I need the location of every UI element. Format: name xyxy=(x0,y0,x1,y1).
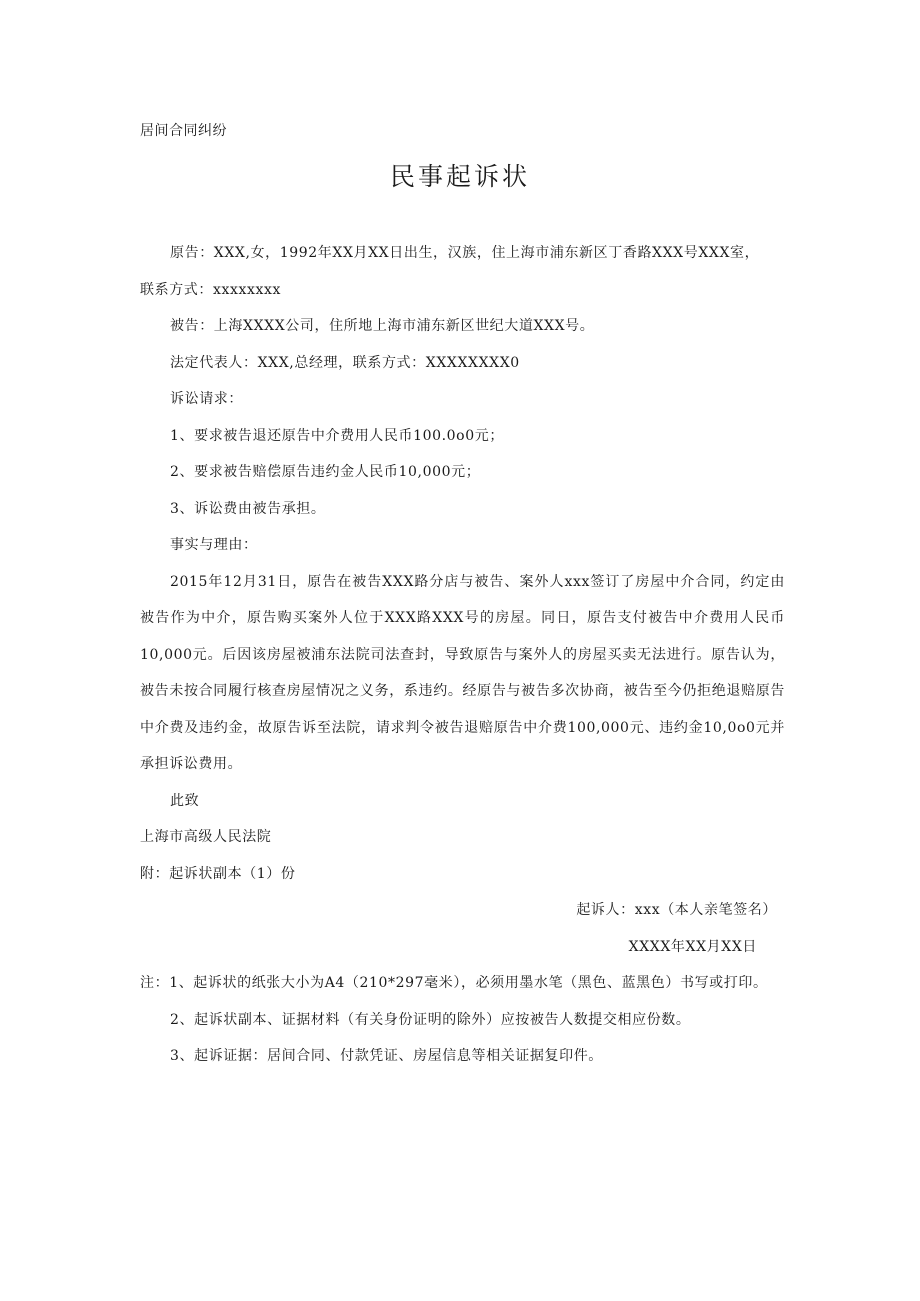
plaintiff-info xyxy=(140,235,785,272)
legal-representative: 法定代表人：XXX,总经理，联系方式：XXXXXXXX0 xyxy=(170,354,520,371)
note-item: 2、起诉状副本、证据材料（有关身份证明的除外）应按被告人数提交相应份数。 xyxy=(170,1011,691,1028)
plaintiff-contact: 联系方式：xxxxxxxx xyxy=(140,281,281,298)
claim-item: 2、要求被告赔偿原告违约金人民币10,000元； xyxy=(170,464,481,480)
closing-salutation: 此致 xyxy=(170,792,200,809)
document-body xyxy=(140,235,785,1075)
attachment-note: 附：起诉状副本（1）份 xyxy=(140,865,296,882)
document-title: 民事起诉状 xyxy=(389,162,530,191)
date-line: XXXX年XX月XX日 xyxy=(628,938,757,955)
case-category: 居间合同纠纷 xyxy=(140,123,227,139)
facts-heading: 事实与理由： xyxy=(170,537,258,553)
defendant-info: 被告：上海XXXX公司，住所地上海市浦东新区世纪大道XXX号。 xyxy=(170,318,595,334)
note-item: 注：1、起诉状的纸张大小为A4（210*297毫米），必须用墨水笔（黑色、蓝黑色）书写或打印。 xyxy=(140,975,768,991)
claims-heading: 诉讼请求： xyxy=(170,391,243,407)
plaintiff-line-1: 原告：XXX,女，1992年XX月XX日出生，汉族，住上海市浦东新区丁香路XXX号XXX室， xyxy=(170,245,760,261)
claim-item: 3、诉讼费由被告承担。 xyxy=(170,500,326,517)
signature-line: 起诉人：xxx（本人亲笔签名） xyxy=(576,902,777,918)
claim-item: 1、要求被告退还原告中介费用人民币100.0o0元； xyxy=(170,427,504,444)
court-name: 上海市高级人民法院 xyxy=(140,829,272,845)
facts-paragraph: 2015年12月31日，原告在被告XXX路分店与被告、案外人xxx签订了房屋中介合同，约定由被告作为中介，原告购买案外人位于XXX路XXX号的房屋。同日，原告支付被告中介费用人民币10,000元。后因该房屋被浦东法院司法查封，导致原告与案外人的房屋买卖无法进行。原告认为，被告未按合同履行核查房屋情况之义务，系违约。经原告与被告多次协商，被告至今仍拒绝退赔原告中介费及违约金，故原告诉至法院，请求判令被告退赔原告中介费100,000元、违约金10,0o0元并承担诉讼费用。 xyxy=(140,573,785,772)
note-item: 3、起诉证据：居间合同、付款凭证、房屋信息等相关证据复印件。 xyxy=(170,1048,603,1064)
